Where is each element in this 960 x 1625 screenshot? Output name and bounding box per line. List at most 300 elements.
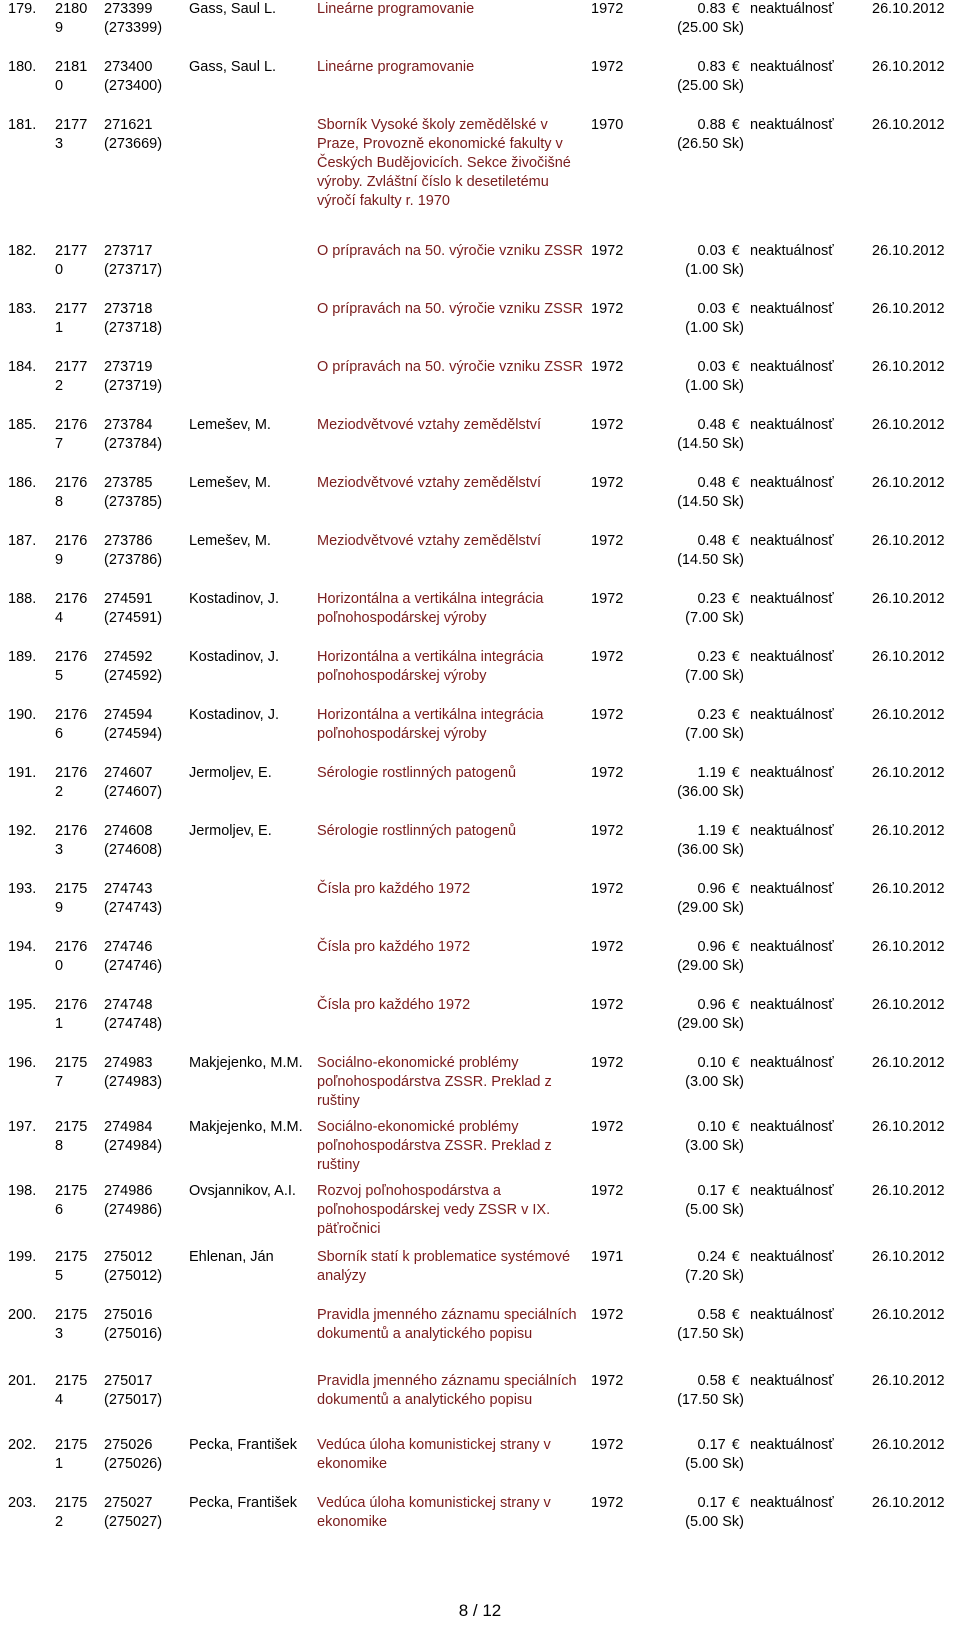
euro-icon: € (731, 534, 740, 549)
price-eur (640, 1306, 740, 1325)
record-id-part1: 2175 (55, 1495, 88, 1511)
date: 26.10.2012 (872, 939, 945, 955)
title: Vedúca úloha komunistickej strany v ekonomike (317, 1495, 551, 1530)
year: 1972 (591, 649, 624, 665)
inventory-number (104, 416, 184, 454)
price-value: 0.03 (697, 359, 726, 375)
record-id (55, 300, 95, 338)
euro-icon: € (731, 244, 740, 259)
inventory-number (104, 300, 184, 338)
date: 26.10.2012 (872, 591, 945, 607)
price-value: 0.96 (697, 939, 726, 955)
year: 1972 (591, 823, 624, 839)
record-id (55, 358, 95, 396)
record-id-part1: 2175 (55, 1437, 88, 1453)
row-number: 189. (8, 649, 37, 665)
inventory-number-main: 274607 (104, 765, 153, 781)
record-id (55, 996, 95, 1034)
record-id-part2: 6 (55, 726, 64, 742)
status: neaktuálnosť (750, 881, 834, 897)
price-sk: (36.00 Sk) (677, 784, 744, 800)
inventory-number-paren: (274608) (104, 842, 163, 858)
record-id (55, 880, 95, 918)
author: Ovsjannikov, A.I. (189, 1183, 296, 1199)
inventory-number-paren: (274983) (104, 1074, 163, 1090)
inventory-number-paren: (273399) (104, 20, 163, 36)
price-sk: (3.00 Sk) (685, 1074, 744, 1090)
record-id-part2: 0 (55, 78, 64, 94)
title: Čísla pro každého 1972 (317, 939, 471, 955)
price-eur (640, 822, 740, 841)
date: 26.10.2012 (872, 1437, 945, 1453)
title: Horizontálna a vertikálna integrácia poľnohospodárskej výroby (317, 649, 544, 684)
inventory-number (104, 938, 184, 976)
status: neaktuálnosť (750, 243, 834, 259)
title: Lineárne programovanie (317, 1, 475, 17)
inventory-number-paren: (275027) (104, 1514, 163, 1530)
author: Lemešev, M. (189, 417, 271, 433)
row-number: 192. (8, 823, 37, 839)
inventory-number-paren: (274748) (104, 1016, 163, 1032)
euro-icon: € (731, 1056, 740, 1071)
inventory-number-main: 274746 (104, 939, 153, 955)
date: 26.10.2012 (872, 417, 945, 433)
record-id (55, 764, 95, 802)
title: O prípravách na 50. výročie vzniku ZSSR (317, 359, 583, 375)
record-id-part1: 2180 (55, 1, 88, 17)
record-id (55, 532, 95, 570)
row-number: 196. (8, 1055, 37, 1071)
price-eur (640, 58, 740, 77)
status: neaktuálnosť (750, 475, 834, 491)
year: 1972 (591, 881, 624, 897)
price-sk: (7.00 Sk) (685, 726, 744, 742)
inventory-number (104, 880, 184, 918)
status: neaktuálnosť (750, 533, 834, 549)
price-sk: (5.00 Sk) (685, 1202, 744, 1218)
page-number: 8 / 12 (458, 1601, 502, 1620)
price-sk: (5.00 Sk) (685, 1514, 744, 1530)
title: Rozvoj poľnohospodárstva a poľnohospodárskej vedy ZSSR v IX. päťročnici (317, 1183, 551, 1237)
inventory-number (104, 532, 184, 570)
date: 26.10.2012 (872, 881, 945, 897)
title: O prípravách na 50. výročie vzniku ZSSR (317, 301, 583, 317)
record-id (55, 648, 95, 686)
price-eur (640, 590, 740, 609)
row-number: 193. (8, 881, 37, 897)
status: neaktuálnosť (750, 1183, 834, 1199)
record-id-part2: 5 (55, 668, 64, 684)
price-eur (640, 1182, 740, 1201)
year: 1971 (591, 1249, 624, 1265)
price-sk: (29.00 Sk) (677, 1016, 744, 1032)
date: 26.10.2012 (872, 997, 945, 1013)
inventory-number-main: 275017 (104, 1373, 153, 1389)
record-id-part2: 3 (55, 136, 64, 152)
euro-icon: € (731, 1438, 740, 1453)
author: Gass, Saul L. (189, 1, 277, 17)
price-value: 0.48 (697, 417, 726, 433)
record-id-part2: 0 (55, 958, 64, 974)
price-eur (640, 764, 740, 783)
record-id-part2: 1 (55, 1016, 64, 1032)
title: Sborník statí k problematice systémové analýzy (317, 1249, 571, 1284)
date: 26.10.2012 (872, 533, 945, 549)
author: Jermoljev, E. (189, 765, 272, 781)
title: Vedúca úloha komunistickej strany v ekonomike (317, 1437, 551, 1472)
author: Makjejenko, M.M. (189, 1055, 303, 1071)
record-id-part1: 2176 (55, 707, 88, 723)
inventory-number-paren: (275012) (104, 1268, 163, 1284)
price-value: 0.96 (697, 881, 726, 897)
record-id (55, 474, 95, 512)
row-number: 180. (8, 59, 37, 75)
row-number: 182. (8, 243, 37, 259)
record-id-part2: 7 (55, 1074, 64, 1090)
price-value: 0.48 (697, 533, 726, 549)
price-sk: (5.00 Sk) (685, 1456, 744, 1472)
record-id-part2: 3 (55, 842, 64, 858)
price-sk: (3.00 Sk) (685, 1138, 744, 1154)
title: Pravidla jmenného záznamu speciálních dokumentů a analytického popisu (317, 1373, 577, 1408)
price-value: 0.10 (697, 1119, 726, 1135)
inventory-number-paren: (273669) (104, 136, 163, 152)
inventory-number (104, 1494, 184, 1532)
status: neaktuálnosť (750, 1373, 834, 1389)
inventory-number (104, 648, 184, 686)
price-sk: (7.20 Sk) (685, 1268, 744, 1284)
year: 1972 (591, 765, 624, 781)
euro-icon: € (731, 118, 740, 133)
euro-icon: € (731, 1184, 740, 1199)
inventory-number-main: 274984 (104, 1119, 153, 1135)
inventory-number-paren: (275026) (104, 1456, 163, 1472)
year: 1972 (591, 475, 624, 491)
date: 26.10.2012 (872, 1495, 945, 1511)
year: 1972 (591, 1119, 624, 1135)
author: Lemešev, M. (189, 533, 271, 549)
inventory-number-main: 274986 (104, 1183, 153, 1199)
inventory-number-main: 274748 (104, 997, 153, 1013)
row-number: 181. (8, 117, 37, 133)
price-sk: (1.00 Sk) (685, 262, 744, 278)
record-id-part1: 2175 (55, 1183, 88, 1199)
price-eur (640, 1248, 740, 1267)
author: Kostadinov, J. (189, 649, 280, 665)
price-value: 0.58 (697, 1307, 726, 1323)
status: neaktuálnosť (750, 1, 834, 17)
record-id-part2: 4 (55, 610, 64, 626)
euro-icon: € (731, 2, 740, 17)
record-id (55, 242, 95, 280)
price-value: 0.03 (697, 243, 726, 259)
inventory-number (104, 1436, 184, 1474)
record-id-part2: 6 (55, 1202, 64, 1218)
inventory-number (104, 822, 184, 860)
record-id (55, 58, 95, 96)
price-eur (640, 116, 740, 135)
row-number: 203. (8, 1495, 37, 1511)
date: 26.10.2012 (872, 301, 945, 317)
price-eur (640, 880, 740, 899)
title: Meziodvětvové vztahy zemědělství (317, 533, 542, 549)
date: 26.10.2012 (872, 1, 945, 17)
inventory-number-main: 271621 (104, 117, 153, 133)
inventory-number-main: 274983 (104, 1055, 153, 1071)
row-number: 201. (8, 1373, 37, 1389)
title: Horizontálna a vertikálna integrácia poľnohospodárskej výroby (317, 707, 544, 742)
euro-icon: € (731, 766, 740, 781)
euro-icon: € (731, 650, 740, 665)
record-id (55, 706, 95, 744)
price-value: 0.83 (697, 59, 726, 75)
inventory-number-paren: (273400) (104, 78, 163, 94)
author: Lemešev, M. (189, 475, 271, 491)
price-eur (640, 938, 740, 957)
inventory-number-main: 274591 (104, 591, 153, 607)
record-id (55, 1182, 95, 1220)
inventory-number (104, 58, 184, 96)
inventory-number-main: 273784 (104, 417, 153, 433)
record-id-part1: 2176 (55, 939, 88, 955)
status: neaktuálnosť (750, 59, 834, 75)
price-eur (640, 474, 740, 493)
status: neaktuálnosť (750, 1119, 834, 1135)
euro-icon: € (731, 1250, 740, 1265)
inventory-number (104, 0, 184, 38)
inventory-number-paren: (273786) (104, 552, 163, 568)
price-sk: (1.00 Sk) (685, 320, 744, 336)
date: 26.10.2012 (872, 823, 945, 839)
price-sk: (14.50 Sk) (677, 552, 744, 568)
year: 1972 (591, 1, 624, 17)
record-id-part1: 2176 (55, 533, 88, 549)
record-id-part1: 2176 (55, 475, 88, 491)
price-value: 0.23 (697, 707, 726, 723)
record-id-part1: 2177 (55, 301, 88, 317)
inventory-number (104, 1248, 184, 1286)
inventory-number (104, 1054, 184, 1092)
date: 26.10.2012 (872, 475, 945, 491)
inventory-number-main: 275016 (104, 1307, 153, 1323)
inventory-number (104, 1306, 184, 1344)
price-sk: (17.50 Sk) (677, 1326, 744, 1342)
status: neaktuálnosť (750, 939, 834, 955)
inventory-number-paren: (273717) (104, 262, 163, 278)
inventory-number-paren: (274746) (104, 958, 163, 974)
inventory-number-paren: (274591) (104, 610, 163, 626)
record-id-part1: 2176 (55, 649, 88, 665)
euro-icon: € (731, 708, 740, 723)
row-number: 185. (8, 417, 37, 433)
title: Horizontálna a vertikálna integrácia poľnohospodárskej výroby (317, 591, 544, 626)
euro-icon: € (731, 824, 740, 839)
record-id-part2: 2 (55, 1514, 64, 1530)
price-sk: (17.50 Sk) (677, 1392, 744, 1408)
inventory-number-main: 273717 (104, 243, 153, 259)
record-id (55, 1248, 95, 1286)
price-eur (640, 996, 740, 1015)
record-id-part2: 2 (55, 784, 64, 800)
record-id-part1: 2177 (55, 359, 88, 375)
author: Jermoljev, E. (189, 823, 272, 839)
inventory-number-main: 274594 (104, 707, 153, 723)
year: 1972 (591, 939, 624, 955)
year: 1972 (591, 533, 624, 549)
record-id-part1: 2176 (55, 591, 88, 607)
inventory-number-paren: (274607) (104, 784, 163, 800)
inventory-number-paren: (274592) (104, 668, 163, 684)
year: 1972 (591, 243, 624, 259)
author: Kostadinov, J. (189, 591, 280, 607)
record-id (55, 1306, 95, 1344)
date: 26.10.2012 (872, 1307, 945, 1323)
year: 1972 (591, 997, 624, 1013)
row-number: 199. (8, 1249, 37, 1265)
inventory-number (104, 590, 184, 628)
title: Sérologie rostlinných patogenů (317, 765, 517, 781)
record-id-part2: 9 (55, 20, 64, 36)
inventory-number-main: 273399 (104, 1, 153, 17)
record-id (55, 822, 95, 860)
year: 1972 (591, 1373, 624, 1389)
status: neaktuálnosť (750, 707, 834, 723)
year: 1972 (591, 707, 624, 723)
price-eur (640, 416, 740, 435)
price-eur (640, 0, 740, 19)
record-id (55, 1118, 95, 1156)
author: Ehlenan, Ján (189, 1249, 274, 1265)
price-sk: (1.00 Sk) (685, 378, 744, 394)
date: 26.10.2012 (872, 1249, 945, 1265)
record-id-part2: 9 (55, 900, 64, 916)
inventory-number (104, 1118, 184, 1156)
year: 1972 (591, 359, 624, 375)
status: neaktuálnosť (750, 591, 834, 607)
inventory-number-main: 274592 (104, 649, 153, 665)
inventory-number-main: 273718 (104, 301, 153, 317)
date: 26.10.2012 (872, 117, 945, 133)
date: 26.10.2012 (872, 1119, 945, 1135)
year: 1972 (591, 591, 624, 607)
price-eur (640, 532, 740, 551)
record-id-part2: 7 (55, 436, 64, 452)
record-id-part2: 5 (55, 1268, 64, 1284)
title: Sborník Vysoké školy zemědělské v Praze, Provozně ekonomické fakulty v Českých Budějovicích. Sekce živočišné výroby. Zvláštní číslo k desetiletému výročí fakulty r. 1970 (317, 117, 571, 209)
author: Makjejenko, M.M. (189, 1119, 303, 1135)
record-id-part2: 2 (55, 378, 64, 394)
row-number: 188. (8, 591, 37, 607)
status: neaktuálnosť (750, 301, 834, 317)
record-id-part1: 2175 (55, 1373, 88, 1389)
inventory-number (104, 1182, 184, 1220)
record-id (55, 1436, 95, 1474)
row-number: 184. (8, 359, 37, 375)
price-value: 0.83 (697, 1, 726, 17)
date: 26.10.2012 (872, 707, 945, 723)
inventory-number-paren: (274984) (104, 1138, 163, 1154)
euro-icon: € (731, 418, 740, 433)
status: neaktuálnosť (750, 1495, 834, 1511)
title: Meziodvětvové vztahy zemědělství (317, 475, 542, 491)
record-id-part1: 2175 (55, 1307, 88, 1323)
status: neaktuálnosť (750, 1437, 834, 1453)
title: Čísla pro každého 1972 (317, 881, 471, 897)
inventory-number-paren: (273719) (104, 378, 163, 394)
record-id-part2: 8 (55, 1138, 64, 1154)
record-id-part1: 2176 (55, 765, 88, 781)
price-value: 0.88 (697, 117, 726, 133)
price-eur (640, 648, 740, 667)
inventory-number-paren: (275016) (104, 1326, 163, 1342)
year: 1972 (591, 1055, 624, 1071)
record-id (55, 416, 95, 454)
euro-icon: € (731, 940, 740, 955)
date: 26.10.2012 (872, 1055, 945, 1071)
price-value: 0.58 (697, 1373, 726, 1389)
price-value: 1.19 (697, 823, 726, 839)
record-id-part1: 2175 (55, 881, 88, 897)
status: neaktuálnosť (750, 997, 834, 1013)
inventory-number-main: 274743 (104, 881, 153, 897)
price-sk: (14.50 Sk) (677, 436, 744, 452)
year: 1972 (591, 1307, 624, 1323)
inventory-number-paren: (274594) (104, 726, 163, 742)
row-number: 194. (8, 939, 37, 955)
price-value: 1.19 (697, 765, 726, 781)
price-sk: (14.50 Sk) (677, 494, 744, 510)
price-sk: (26.50 Sk) (677, 136, 744, 152)
price-value: 0.17 (697, 1495, 726, 1511)
inventory-number (104, 706, 184, 744)
record-id-part1: 2176 (55, 823, 88, 839)
status: neaktuálnosť (750, 1249, 834, 1265)
euro-icon: € (731, 302, 740, 317)
status: neaktuálnosť (750, 1307, 834, 1323)
inventory-number (104, 1372, 184, 1410)
year: 1972 (591, 1437, 624, 1453)
status: neaktuálnosť (750, 417, 834, 433)
row-number: 187. (8, 533, 37, 549)
record-id-part1: 2176 (55, 997, 88, 1013)
author: Pecka, František (189, 1495, 297, 1511)
date: 26.10.2012 (872, 59, 945, 75)
date: 26.10.2012 (872, 1373, 945, 1389)
price-value: 0.96 (697, 997, 726, 1013)
inventory-number-main: 274608 (104, 823, 153, 839)
year: 1972 (591, 417, 624, 433)
title: Lineárne programovanie (317, 59, 475, 75)
row-number: 198. (8, 1183, 37, 1199)
row-number: 183. (8, 301, 37, 317)
year: 1970 (591, 117, 624, 133)
inventory-number-main: 273400 (104, 59, 153, 75)
price-value: 0.10 (697, 1055, 726, 1071)
price-sk: (7.00 Sk) (685, 668, 744, 684)
inventory-number-paren: (274986) (104, 1202, 163, 1218)
year: 1972 (591, 301, 624, 317)
row-number: 179. (8, 1, 37, 17)
price-eur (640, 706, 740, 725)
inventory-number (104, 474, 184, 512)
row-number: 195. (8, 997, 37, 1013)
inventory-number-main: 275012 (104, 1249, 153, 1265)
inventory-number (104, 116, 184, 154)
status: neaktuálnosť (750, 765, 834, 781)
date: 26.10.2012 (872, 243, 945, 259)
inventory-number-paren: (273785) (104, 494, 163, 510)
euro-icon: € (731, 1496, 740, 1511)
